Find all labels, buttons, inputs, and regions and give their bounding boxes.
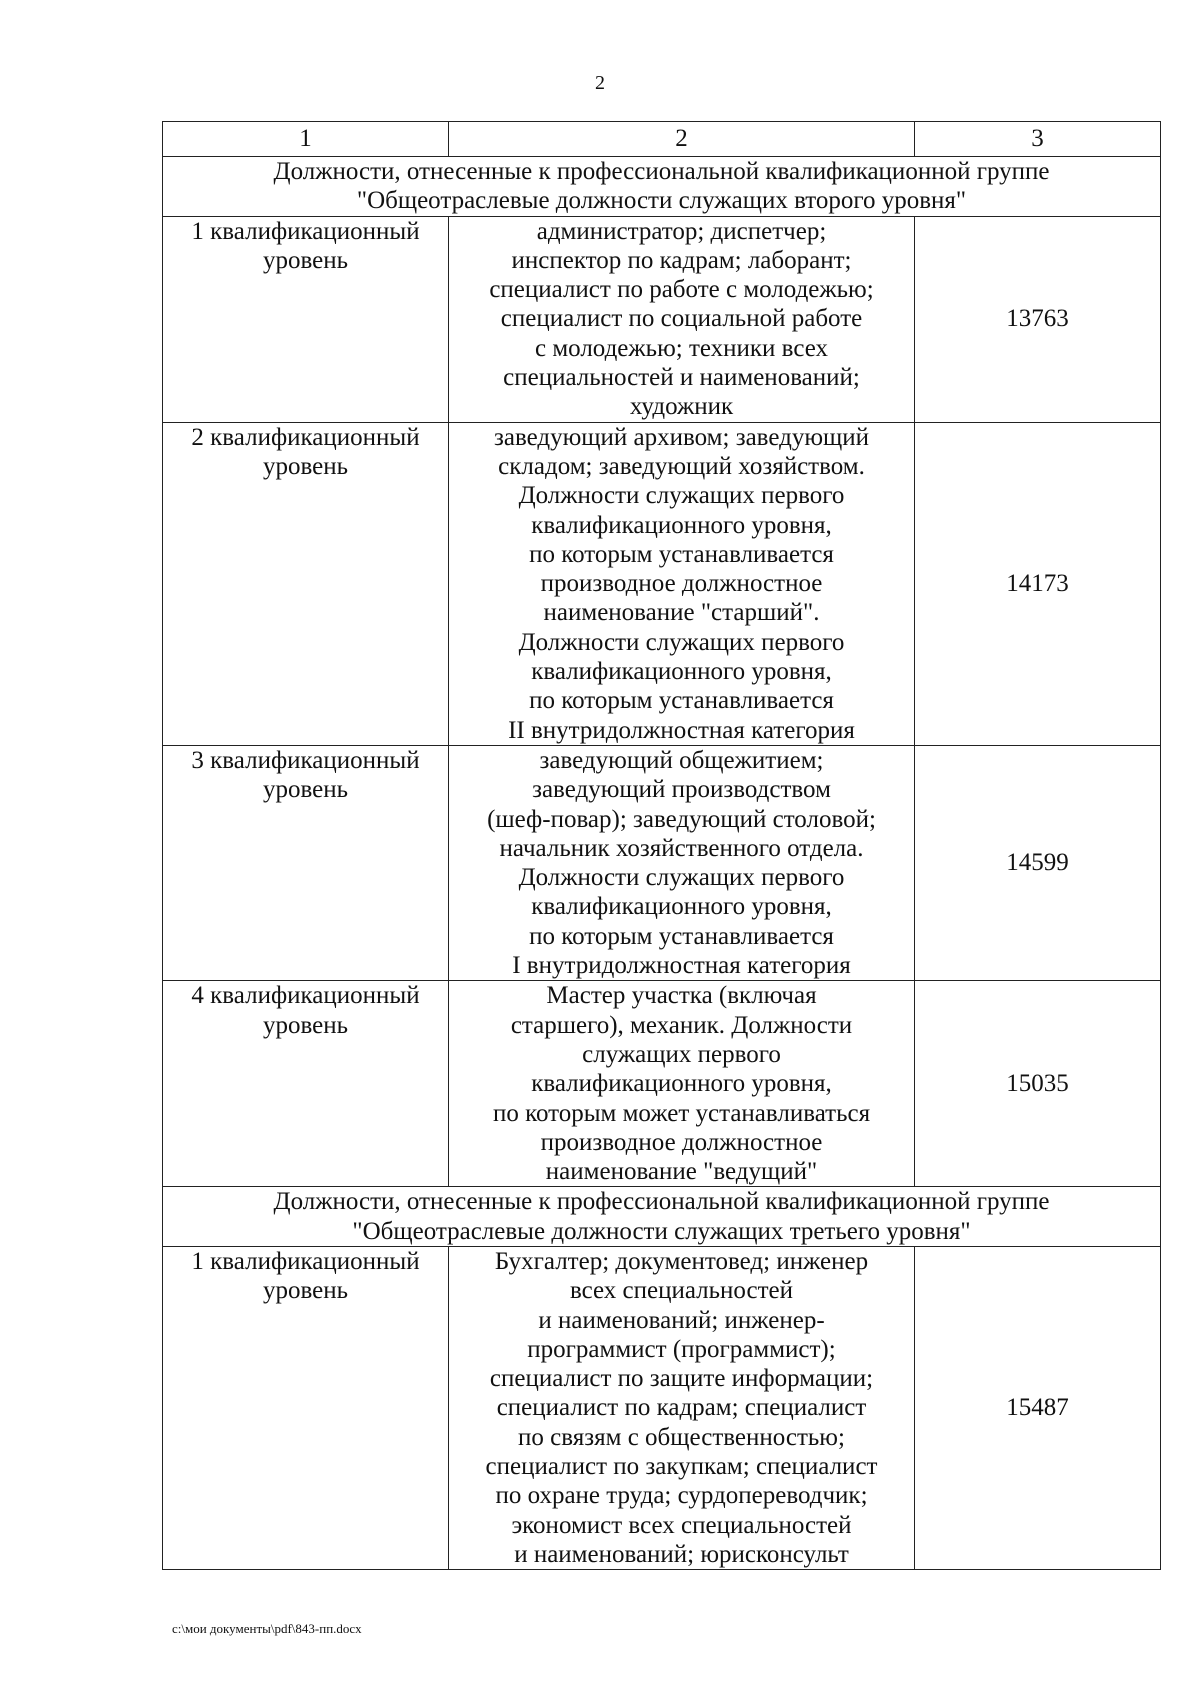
salary-value-cell: 13763 [915,216,1161,422]
salary-value-cell: 14599 [915,745,1161,980]
table-header-row [163,122,1161,157]
table-row [163,216,1161,422]
file-path-footer: c:\мои документы\pdf\843-пп.docx [172,1621,362,1636]
table-row [163,745,1161,980]
positions-line: специалист по закупкам; специалист [485,1453,878,1481]
qualification-level-line: 1 квалификационный [191,1247,420,1275]
positions-line: Должности служащих первого [518,864,845,892]
positions-line: заведующий производством [532,776,831,804]
table-row [163,1246,1161,1569]
group-title [163,1187,1161,1247]
table-row [163,981,1161,1187]
positions-line: и наименований; инженер- [538,1306,825,1334]
positions-line: администратор; диспетчер; [536,217,827,245]
positions-line: по которым устанавливается [529,540,834,568]
qualification-level-cell [163,1246,449,1569]
positions-line: производное должностное [540,570,823,598]
qualification-level-line: 2 квалификационный [191,423,420,451]
positions-line: I внутридолжностная категория [512,952,851,980]
qualification-level-line: 3 квалификационный [191,746,420,774]
salary-value-cell: 15487 [915,1246,1161,1569]
qualification-level-cell [163,981,449,1187]
positions-line: специалист по работе с молодежью; [489,276,874,304]
positions-line: заведующий общежитием; [539,746,824,774]
positions-line: начальник хозяйственного отдела. [499,834,864,862]
positions-line: специальностей и наименований; [503,364,860,392]
qualification-level-line: уровень [262,1011,349,1039]
group-title-line: "Общеотраслевые должности служащих второго уровня" [356,187,967,215]
group-title-line: "Общеотраслевые должности служащих третьего уровня" [352,1217,971,1245]
positions-line: производное должностное [540,1128,823,1156]
positions-line: Бухгалтер; документовед; инженер [494,1247,869,1275]
positions-line: Должности служащих первого [518,628,845,656]
positions-line: по охране труда; сурдопереводчик; [495,1482,868,1510]
positions-line: инспектор по кадрам; лаборант; [511,246,852,274]
positions-line: по которым устанавливается [529,687,834,715]
positions-line: наименование "ведущий" [545,1158,818,1186]
positions-cell [449,216,915,422]
positions-line: Должности служащих первого [518,482,845,510]
positions-line: старшего), механик. Должности [510,1011,853,1039]
qualification-level-cell [163,422,449,745]
column-header-1: 1 [163,122,449,157]
page-number: 2 [595,72,605,94]
column-header-3: 3 [915,122,1161,157]
positions-line: складом; заведующий хозяйством. [498,452,865,480]
positions-line: специалист по социальной работе [500,305,863,333]
positions-line: художник [629,393,734,421]
group-header-row [163,157,1161,217]
positions-line: квалификационного уровня, [531,658,832,686]
qualification-level-cell [163,216,449,422]
positions-line: (шеф-повар); заведующий столовой; [487,805,876,833]
positions-line: программист (программист); [527,1335,836,1363]
qualification-level-line: уровень [262,776,349,804]
positions-cell [449,422,915,745]
positions-line: квалификационного уровня, [531,893,832,921]
group-title-line: Должности, отнесенные к профессиональной квалификационной группе [273,1188,1050,1216]
qualification-level-line: 4 квалификационный [191,982,420,1010]
positions-line: II внутридолжностная категория [508,716,855,744]
group-title [163,157,1161,217]
positions-line: служащих первого [582,1040,781,1068]
positions-line: по которым может устанавливаться [492,1099,871,1127]
positions-line: и наименований; юрисконсульт [514,1540,849,1568]
positions-line: наименование "старший". [543,599,820,627]
group-header-row [163,1187,1161,1247]
positions-line: по которым устанавливается [529,922,834,950]
positions-cell [449,745,915,980]
qualification-level-line: уровень [262,246,349,274]
salary-value-cell: 14173 [915,422,1161,745]
table-row [163,422,1161,745]
column-header-2: 2 [449,122,915,157]
qualification-level-line: уровень [262,452,349,480]
positions-line: Мастер участка (включая [546,982,817,1010]
group-title-line: Должности, отнесенные к профессиональной квалификационной группе [273,158,1050,185]
positions-line: экономист всех специальностей [511,1511,852,1539]
positions-cell [449,981,915,1187]
positions-line: с молодежью; техники всех [534,334,828,362]
qualification-level-line: 1 квалификационный [191,217,420,245]
positions-line: по связям с общественностью; [518,1423,845,1451]
salary-value-cell: 15035 [915,981,1161,1187]
positions-cell [449,1246,915,1569]
positions-line: квалификационного уровня, [531,511,832,539]
positions-line: специалист по кадрам; специалист [496,1394,867,1422]
positions-line: всех специальностей [569,1277,794,1305]
positions-line: специалист по защите информации; [489,1365,874,1393]
qualification-level-cell [163,745,449,980]
positions-line: квалификационного уровня, [531,1070,832,1098]
positions-line: заведующий архивом; заведующий [494,423,869,451]
salary-table [162,121,1161,1570]
qualification-level-line: уровень [262,1277,349,1305]
